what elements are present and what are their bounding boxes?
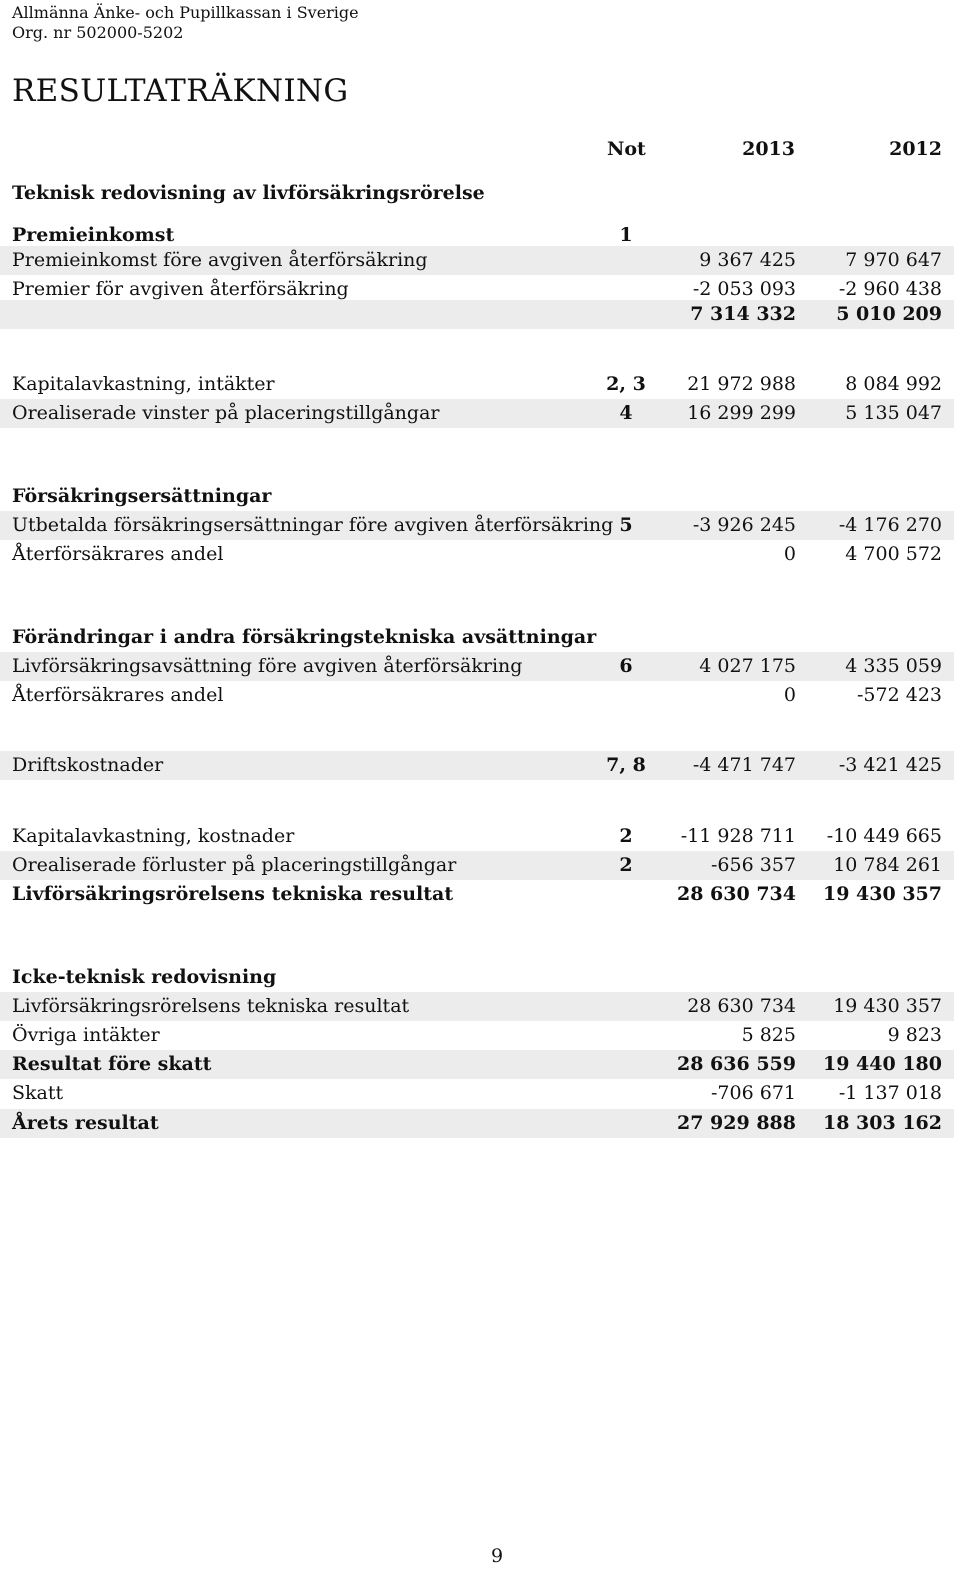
- total-row: [0, 880, 954, 909]
- row-value-2012: -3 421 425: [838, 754, 942, 776]
- row-value-2012: 5 135 047: [845, 402, 942, 424]
- total-row: [0, 1050, 954, 1079]
- table-row: [0, 822, 954, 851]
- row-label: Premieinkomst: [12, 224, 175, 246]
- row-value-2013: 27 929 888: [677, 1112, 796, 1134]
- section-heading-claims: Försäkringsersättningar: [12, 485, 272, 507]
- row-value-2012: -4 176 270: [838, 514, 942, 536]
- table-row: [0, 246, 954, 275]
- row-value-2013: 0: [783, 684, 796, 706]
- row-value-2012: 19 430 357: [833, 995, 942, 1017]
- page-title: RESULTATRÄKNING: [12, 73, 349, 109]
- table-row: [0, 511, 954, 540]
- row-value-2013: 5 825: [741, 1024, 796, 1046]
- page-number: 9: [490, 1545, 504, 1567]
- row-note: 7, 8: [606, 754, 646, 776]
- table-row: [0, 681, 954, 710]
- row-label: Driftskostnader: [12, 754, 164, 776]
- row-note: 5: [619, 514, 633, 536]
- section-heading-provisions: Förändringar i andra försäkringstekniska avsättningar: [12, 626, 597, 648]
- table-row: [0, 652, 954, 681]
- table-row: [0, 1021, 954, 1050]
- row-value-2012: 19 430 357: [823, 883, 942, 905]
- row-value-2012: -2 960 438: [838, 278, 942, 300]
- row-note: 2: [619, 825, 633, 847]
- row-value-2013: -11 928 711: [680, 825, 796, 847]
- row-label: Livförsäkringsrörelsens tekniska resultat: [12, 995, 410, 1017]
- row-value-2012: 19 440 180: [823, 1053, 942, 1075]
- column-header-2013: 2013: [742, 138, 795, 160]
- row-value-2013: 4 027 175: [699, 655, 796, 677]
- row-value-2012: 5 010 209: [836, 303, 942, 325]
- table-row: [0, 751, 954, 780]
- section-title-technical: Teknisk redovisning av livförsäkringsrörelse: [12, 182, 485, 204]
- subtotal-row: [0, 300, 954, 329]
- table-row: [0, 540, 954, 569]
- row-value-2012: 7 970 647: [845, 249, 942, 271]
- row-value-2012: 10 784 261: [833, 854, 942, 876]
- total-row: [0, 1109, 954, 1138]
- row-value-2012: -572 423: [857, 684, 942, 706]
- section-heading-non-technical: Icke-teknisk redovisning: [12, 966, 277, 988]
- row-note: 2: [619, 854, 633, 876]
- table-row: [0, 370, 954, 399]
- row-value-2013: -4 471 747: [692, 754, 796, 776]
- column-header-2012: 2012: [889, 138, 942, 160]
- row-note: 4: [619, 402, 633, 424]
- row-value-2013: 16 299 299: [687, 402, 796, 424]
- row-value-2013: -656 357: [711, 854, 796, 876]
- row-value-2013: -3 926 245: [692, 514, 796, 536]
- row-value-2012: 8 084 992: [845, 373, 942, 395]
- row-value-2012: 4 700 572: [845, 543, 942, 565]
- row-value-2013: 28 630 734: [687, 995, 796, 1017]
- row-value-2013: 28 636 559: [677, 1053, 796, 1075]
- row-label: Orealiserade förluster på placeringstillgångar: [12, 854, 457, 876]
- row-value-2013: -2 053 093: [692, 278, 796, 300]
- row-label: Livförsäkringsavsättning före avgiven återförsäkring: [12, 655, 523, 677]
- row-label: Kapitalavkastning, intäkter: [12, 373, 275, 395]
- row-value-2013: 28 630 734: [677, 883, 796, 905]
- row-label: Återförsäkrares andel: [12, 543, 224, 565]
- row-note: 1: [619, 224, 633, 246]
- table-row: [0, 992, 954, 1021]
- organization-name: Allmänna Änke- och Pupillkassan i Sverige: [12, 3, 359, 22]
- row-label: Skatt: [12, 1082, 64, 1104]
- row-value-2012: 4 335 059: [845, 655, 942, 677]
- row-label: Livförsäkringsrörelsens tekniska resultat: [12, 883, 454, 905]
- row-label: Övriga intäkter: [12, 1024, 160, 1046]
- organization-number: Org. nr 502000-5202: [12, 23, 184, 42]
- row-note: 6: [619, 655, 633, 677]
- row-label: Kapitalavkastning, kostnader: [12, 825, 295, 847]
- row-value-2013: 9 367 425: [699, 249, 796, 271]
- table-row: [0, 399, 954, 428]
- row-value-2012: -1 137 018: [838, 1082, 942, 1104]
- row-value-2013: 21 972 988: [687, 373, 796, 395]
- row-value-2012: 9 823: [887, 1024, 942, 1046]
- row-value-2013: 0: [783, 543, 796, 565]
- row-label: Orealiserade vinster på placeringstillgångar: [12, 402, 440, 424]
- row-label: Resultat före skatt: [12, 1053, 212, 1075]
- row-label: Årets resultat: [12, 1112, 159, 1134]
- row-label: Utbetalda försäkringsersättningar före avgiven återförsäkring: [12, 514, 614, 536]
- row-note: 2, 3: [606, 373, 646, 395]
- row-value-2012: -10 449 665: [826, 825, 942, 847]
- row-value-2013: -706 671: [711, 1082, 796, 1104]
- column-header-note: Not: [607, 138, 646, 160]
- row-label: Återförsäkrares andel: [12, 684, 224, 706]
- row-label: Premier för avgiven återförsäkring: [12, 278, 349, 300]
- row-value-2013: 7 314 332: [690, 303, 796, 325]
- row-label: Premieinkomst före avgiven återförsäkring: [12, 249, 428, 271]
- table-row: [0, 851, 954, 880]
- row-value-2012: 18 303 162: [823, 1112, 942, 1134]
- table-row: [0, 1079, 954, 1108]
